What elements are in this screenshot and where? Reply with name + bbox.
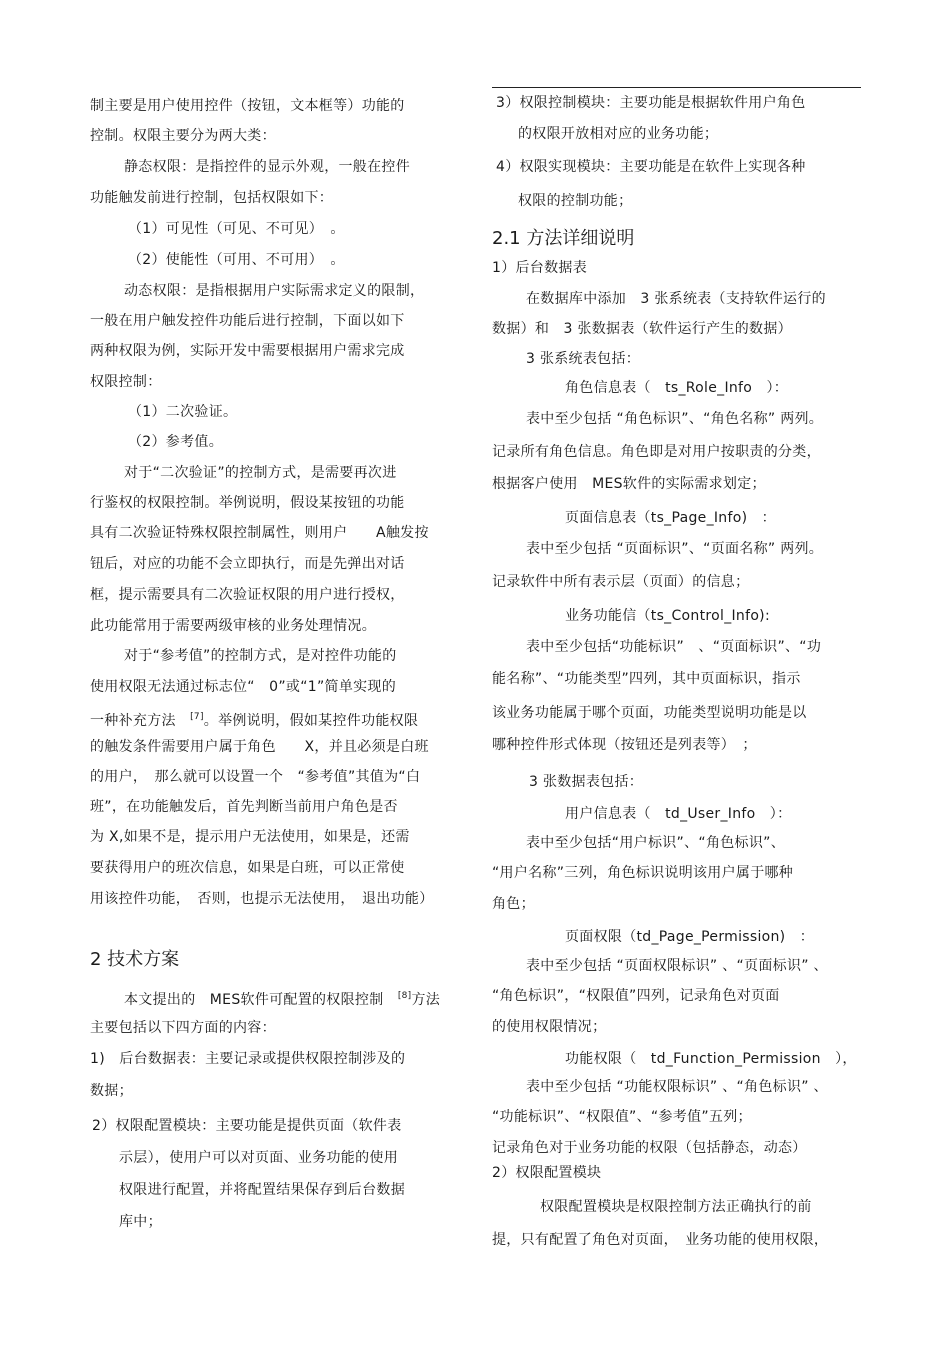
text-line: 静态权限：是指控件的显示外观，一般在控件 [124,159,410,175]
text-line: 权限进行配置，并将配置结果保存到后台数据 [119,1182,405,1198]
text-run: 。举例说明，假如某控件功能权限 [203,713,419,729]
text-line: 角色； [492,896,535,912]
table-title: 业务功能信（ts_Control_Info): [565,608,770,624]
list-item: （1）二次验证。 [128,404,238,420]
text-line: 班”，在功能触发后，首先判断当前用户角色是否 [90,799,398,815]
text-line: 3 张系统表包括： [526,351,641,367]
table-title: 用户信息表（ td_User_Info ）： [565,806,792,822]
text-line: “角色标识”，“权限值”四列，记录角色对页面 [492,988,780,1004]
list-item: 4）权限实现模块：主要功能是在软件上实现各种 [496,159,806,175]
text-line: 对于“参考值”的控制方式，是对控件功能的 [124,648,397,664]
text-line: 根据客户使用 MES软件的实际需求划定； [492,476,766,492]
list-item: 3）权限控制模块：主要功能是根据软件用户角色 [496,95,806,111]
text-line: 提，只有配置了角色对页面， 业务功能的使用权限， [492,1232,829,1248]
citation-ref: [8] [397,991,412,1001]
text-line: 记录软件中所有表示层（页面）的信息； [492,574,750,590]
text-line: 表中至少包括 “页面权限标识” 、“页面标识” 、 [526,958,828,974]
text-run: 一种补充方法 [90,713,191,729]
section-heading: 2.1 方法详细说明 [492,228,635,249]
text-line: “用户名称”三列，角色标识说明该用户属于哪种 [492,865,794,881]
text-line: 钮后，对应的功能不会立即执行，而是先弹出对话 [90,556,405,572]
text-line: 表中至少包括 “功能权限标识” 、“角色标识” 、 [526,1079,828,1095]
text-line: 一般在用户触发控件功能后进行控制，下面以如下 [90,313,405,329]
text-line: 数据； [90,1083,133,1099]
text-line: 示层），使用户可以对页面、业务功能的使用 [119,1150,398,1166]
text-line: 在数据库中添加 3 张系统表（支持软件运行的 [526,291,826,307]
list-item: （2）使能性（可用、不可用） 。 [128,252,345,268]
text-line: 为 X,如果不是，提示用户无法使用，如果是，还需 [90,829,410,845]
list-item: 1) 后台数据表：主要记录或提供权限控制涉及的 [90,1051,406,1067]
text-run: 本文提出的 MES软件可配置的权限控制 [124,992,398,1008]
text-line: 数据）和 3 张数据表（软件运行产生的数据） [492,321,792,337]
text-line: 表中至少包括 “页面标识”、“页面名称” 两列。 [526,541,824,557]
text-line: 行鉴权的权限控制。举例说明，假设某按钮的功能 [90,495,405,511]
text-line: 的触发条件需要用户属于角色 X，并且必须是白班 [90,739,429,755]
list-item: （1）可见性（可见、不可见） 。 [128,221,345,237]
text-line: 哪种控件形式体现（按钮还是列表等） ； [492,737,757,753]
text-line: 制主要是用户使用控件（按钮，文本框等）功能的 [90,98,405,114]
text-line: 该业务功能属于哪个页面，功能类型说明功能是以 [492,705,807,721]
text-line: 表中至少包括 “角色标识”、“角色名称” 两列。 [526,411,824,427]
text-line: 使用权限无法通过标志位“ 0”或“1”简单实现的 [90,679,397,695]
text-line: 框，提示需要具有二次验证权限的用户进行授权， [90,587,405,603]
text-line: “功能标识”、“权限值”、“参考值”五列； [492,1109,752,1125]
subsection-title: 2）权限配置模块 [492,1165,602,1181]
text-line [90,708,418,730]
text-line: 权限配置模块是权限控制方法正确执行的前 [540,1199,812,1215]
text-line: 的使用权限情况； [492,1019,607,1035]
text-line: 对于“二次验证”的控制方式，是需要再次进 [124,465,397,481]
citation-ref: [7] [190,712,204,722]
text-line: 的权限开放相对应的业务功能； [518,126,719,142]
text-line: 动态权限：是指根据用户实际需求定义的限制， [124,283,425,299]
text-line: 表中至少包括“用户标识”、“角色标识”、 [526,835,786,851]
text-line: 记录角色对于业务功能的权限（包括静态，动态） [492,1140,807,1156]
table-title: 功能权限（ td_Function_Permission ）， [565,1051,857,1067]
list-item: 2）权限配置模块：主要功能是提供页面（软件表 [92,1118,402,1134]
text-line: 的用户， 那么就可以设置一个 “参考值”其值为“白 [90,769,421,785]
text-line: 功能触发前进行控制，包括权限如下： [90,190,334,206]
text-line [124,987,440,1009]
table-title: 页面权限（td_Page_Permission) ： [565,929,815,945]
list-item: （2）参考值。 [128,434,224,450]
text-line: 两种权限为例，实际开发中需要根据用户需求完成 [90,343,405,359]
text-line: 具有二次验证特殊权限控制属性，则用户 A触发按 [90,525,429,541]
table-title: 页面信息表（ts_Page_Info) ： [565,510,776,526]
text-line: 3 张数据表包括： [529,774,644,790]
text-line: 控制。权限主要分为两大类： [90,128,276,144]
table-title: 角色信息表（ ts_Role_Info ）： [565,380,789,396]
text-line: 库中； [119,1214,162,1230]
text-line: 此功能常用于需要两级审核的业务处理情况。 [90,618,376,634]
text-line: 权限控制： [90,374,162,390]
section-heading: 2 技术方案 [90,949,180,970]
text-run: 方法 [411,992,441,1008]
header-rule [492,87,861,88]
text-line: 记录所有角色信息。角色即是对用户按职责的分类， [492,444,821,460]
text-line: 表中至少包括“功能标识” 、“页面标识”、“功 [526,639,822,655]
text-line: 用该控件功能， 否则，也提示无法使用， 退出功能） [90,891,434,907]
text-line: 主要包括以下四方面的内容： [90,1020,276,1036]
text-line: 要获得用户的班次信息，如果是白班，可以正常使 [90,860,405,876]
text-line: 权限的控制功能； [518,193,633,209]
subsection-title: 1）后台数据表 [492,260,588,276]
text-line: 能名称”、“功能类型”四列，其中页面标识，指示 [492,671,801,687]
